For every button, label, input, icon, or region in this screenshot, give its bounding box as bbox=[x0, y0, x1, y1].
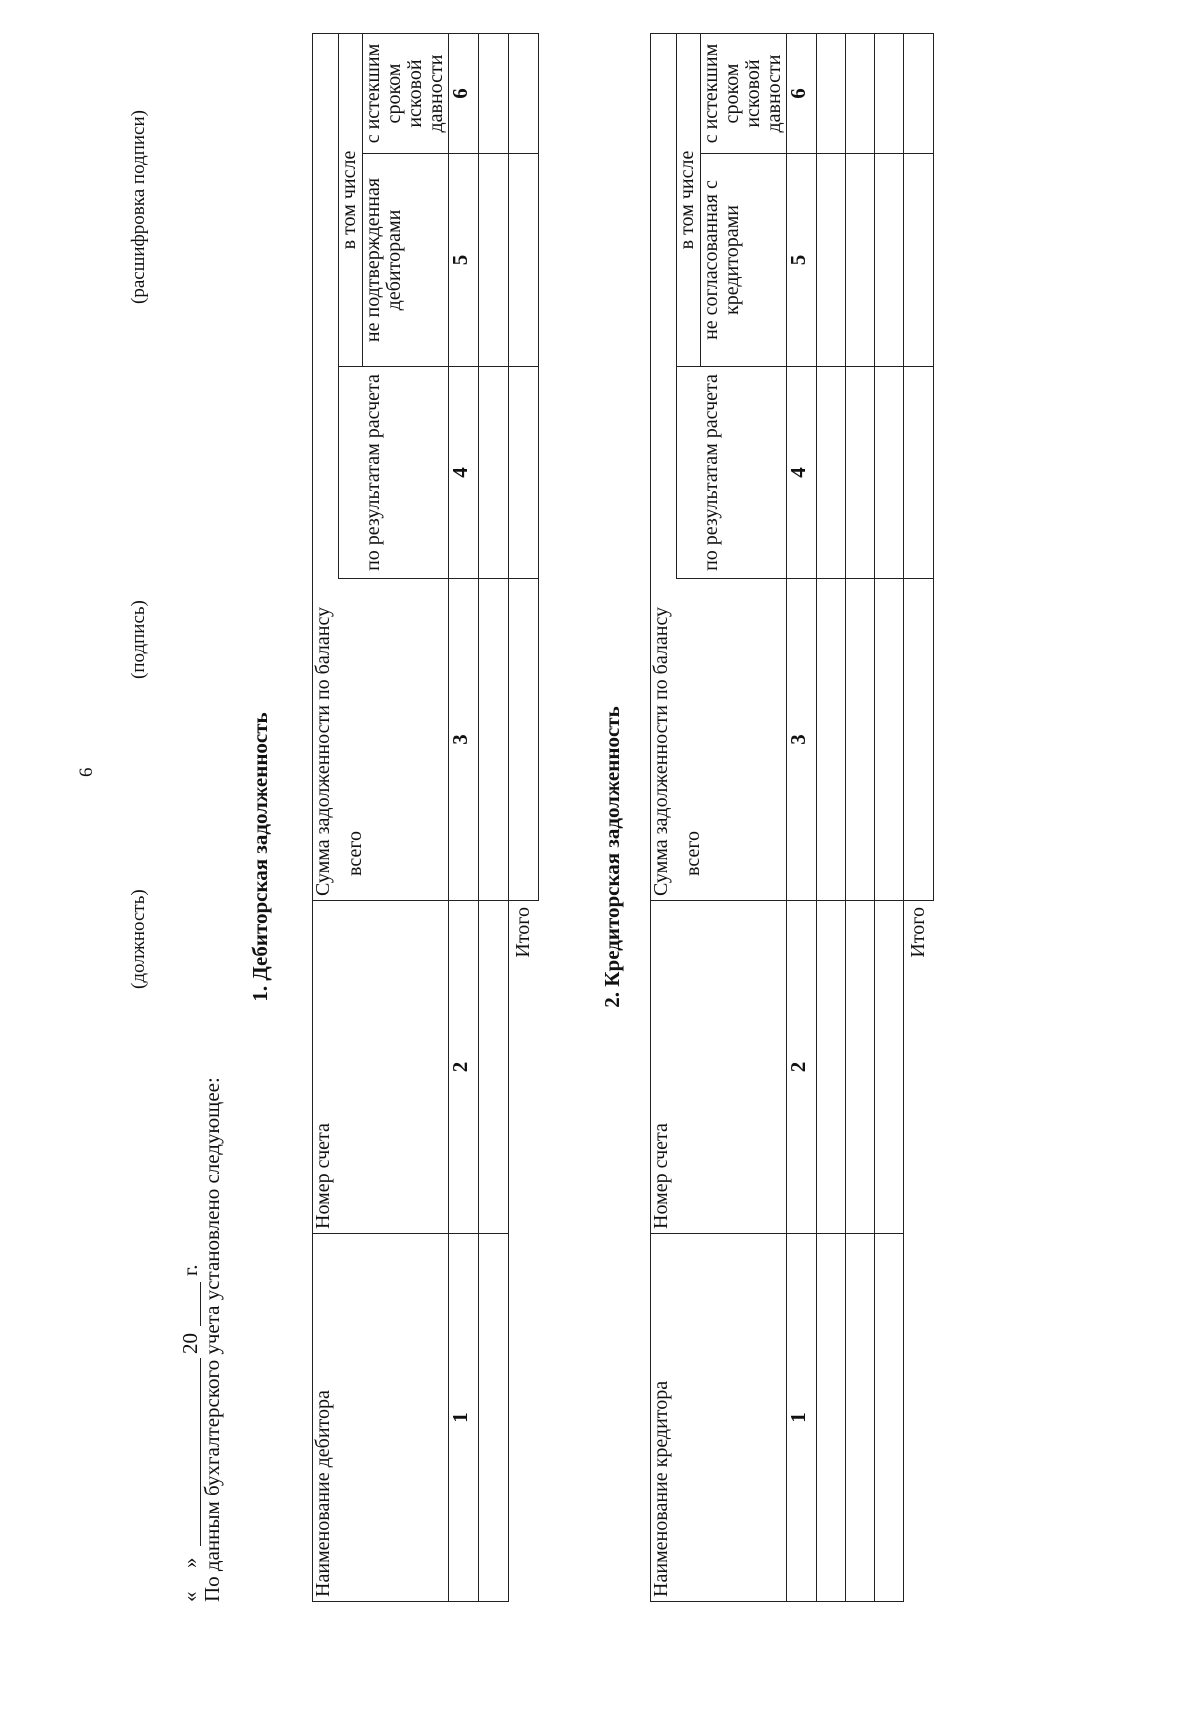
header-unconfirmed: не подтвержденная дебиторами bbox=[363, 154, 449, 367]
total-label: Итого bbox=[509, 901, 539, 1234]
page-number: 6 bbox=[76, 767, 97, 777]
header-blank bbox=[677, 367, 701, 579]
header-by-calculation: по результатам расчета bbox=[701, 367, 787, 579]
total-label: Итого bbox=[904, 901, 934, 1234]
cell-empty[interactable] bbox=[509, 367, 539, 579]
cell-empty[interactable] bbox=[817, 367, 846, 579]
column-number: 4 bbox=[787, 367, 817, 579]
cell-empty[interactable] bbox=[479, 579, 509, 901]
cell-empty[interactable] bbox=[846, 1234, 875, 1602]
cell-empty[interactable] bbox=[904, 154, 934, 367]
column-number: 6 bbox=[449, 34, 479, 154]
header-debt-sum: Сумма задолженности по балансу bbox=[313, 34, 339, 901]
header-total: всего bbox=[677, 579, 787, 901]
header-by-calculation: по результатам расчета bbox=[363, 367, 449, 579]
section2-title: 2. Кредиторская задолженность bbox=[600, 706, 624, 1008]
cell-empty[interactable] bbox=[817, 901, 846, 1234]
cell-empty[interactable] bbox=[846, 34, 875, 154]
payables-table bbox=[650, 33, 934, 1602]
cell-empty[interactable] bbox=[875, 579, 904, 901]
column-number: 1 bbox=[449, 1234, 479, 1602]
cell-empty[interactable] bbox=[846, 154, 875, 367]
receivables-table bbox=[312, 33, 539, 1602]
date-open-quote: « bbox=[178, 1591, 202, 1602]
header-debtor-name: Наименование дебитора bbox=[313, 1234, 449, 1602]
intro-text: По данным бухгалтерского учета установлено следующее: bbox=[200, 1077, 224, 1602]
cell-empty[interactable] bbox=[904, 367, 934, 579]
cell-empty[interactable] bbox=[875, 367, 904, 579]
header-total: всего bbox=[339, 579, 449, 901]
cell-empty[interactable] bbox=[479, 154, 509, 367]
header-creditor-name: Наименование кредитора bbox=[651, 1234, 787, 1602]
total-row bbox=[509, 34, 539, 1602]
cell-empty[interactable] bbox=[509, 154, 539, 367]
cell-empty[interactable] bbox=[875, 1234, 904, 1602]
cell-empty[interactable] bbox=[479, 1234, 509, 1602]
cell-empty[interactable] bbox=[479, 367, 509, 579]
cell-empty[interactable] bbox=[904, 34, 934, 154]
table-row bbox=[817, 34, 846, 1602]
cell-empty[interactable] bbox=[509, 34, 539, 154]
table-row bbox=[846, 34, 875, 1602]
table-row bbox=[479, 34, 509, 1602]
column-number: 2 bbox=[787, 901, 817, 1234]
column-number: 6 bbox=[787, 34, 817, 154]
cell-empty[interactable] bbox=[479, 34, 509, 154]
cell-empty[interactable] bbox=[846, 367, 875, 579]
cell-empty[interactable] bbox=[817, 34, 846, 154]
header-account-number: Номер счета bbox=[313, 901, 449, 1234]
cell-empty[interactable] bbox=[875, 34, 904, 154]
column-number: 4 bbox=[449, 367, 479, 579]
cell-empty[interactable] bbox=[875, 154, 904, 367]
total-row bbox=[904, 34, 934, 1602]
column-number: 1 bbox=[787, 1234, 817, 1602]
cell-empty[interactable] bbox=[509, 579, 539, 901]
cell-empty[interactable] bbox=[875, 901, 904, 1234]
header-including: в том числе bbox=[339, 34, 363, 367]
cell-empty[interactable] bbox=[817, 154, 846, 367]
header-expired: с истекшим сроком исковой давности bbox=[701, 34, 787, 154]
column-number: 3 bbox=[449, 579, 479, 901]
cell-empty[interactable] bbox=[846, 579, 875, 901]
position-caption: (должность) bbox=[128, 889, 149, 989]
header-expired: с истекшим сроком исковой давности bbox=[363, 34, 449, 154]
signature-decoding-caption: (расшифровка подписи) bbox=[128, 110, 149, 304]
column-number: 5 bbox=[449, 154, 479, 367]
cell-empty[interactable] bbox=[817, 579, 846, 901]
header-including: в том числе bbox=[677, 34, 701, 367]
cell-empty[interactable] bbox=[904, 579, 934, 901]
header-unagreed: не согласованная с кредиторами bbox=[701, 154, 787, 367]
cell-empty[interactable] bbox=[846, 901, 875, 1234]
column-number: 2 bbox=[449, 901, 479, 1234]
section1-title: 1. Дебиторская задолженность bbox=[248, 712, 272, 1002]
header-blank bbox=[339, 367, 363, 579]
signature-caption: (подпись) bbox=[128, 600, 149, 679]
column-number: 3 bbox=[787, 579, 817, 901]
cell-empty[interactable] bbox=[479, 901, 509, 1234]
year-prefix: 20 bbox=[178, 1333, 202, 1354]
date-close-quote: » bbox=[178, 1557, 202, 1568]
header-account-number: Номер счета bbox=[651, 901, 787, 1234]
year-suffix: г. bbox=[178, 1264, 202, 1276]
header-debt-sum: Сумма задолженности по балансу bbox=[651, 34, 677, 901]
table-row bbox=[875, 34, 904, 1602]
cell-empty[interactable] bbox=[817, 1234, 846, 1602]
column-number: 5 bbox=[787, 154, 817, 367]
